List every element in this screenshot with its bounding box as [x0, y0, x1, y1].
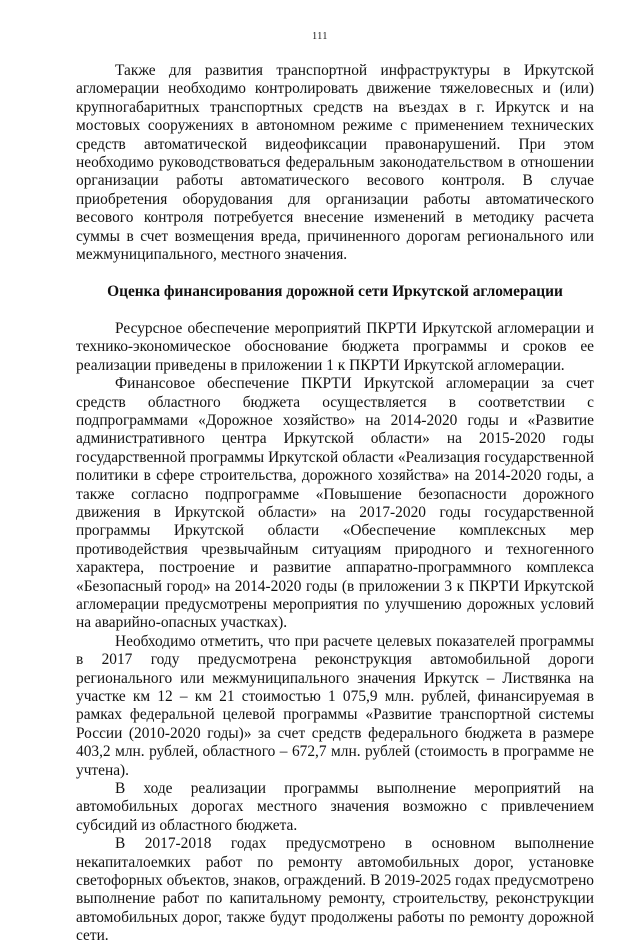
paragraph-reconstruction-note: Необходимо отметить, что при расчете целевых показателей программы в 2017 году предусмотрена реконструкция автомобильной дороги регионального или межмуниципального значения Иркутск – Листвянка на участке км 12 – км 21 стоимостью 1 075,9 млн. рублей, финансируемая в рамках федеральной целевой программы «Развитие транспортной системы России (2010-2020 годы)» за счет средств федерального бюджета в размере 403,2 млн. рублей, областного – 672,7 млн. рублей (стоимость в программе не учтена). [76, 632, 594, 779]
page-number: 111 [312, 31, 328, 42]
document-body [76, 62, 594, 946]
paragraph-automatic-weight-control: Также для развития транспортной инфраструктуры в Иркутской агломерации необходимо контролировать движение тяжеловесных и (или) крупногабаритных транспортных средств на въездах в г. Иркутск и на мостовых сооружениях в автономном режиме с применением технических средств автоматической видеофиксации правонарушений. При этом необходимо руководствоваться федеральным законодательством в отношении организации работы автоматического весового контроля. В случае приобретения оборудования для организации работы автоматического весового контроля потребуется внесение изменений в методику расчета суммы в счет возмещения вреда, причиненного дорогам регионального или межмуниципального, местного значения. [76, 62, 594, 264]
paragraph-local-roads-subsidies: В ходе реализации программы выполнение мероприятий на автомобильных дорогах местного значения возможно с привлечением субсидий из областного бюджета. [76, 780, 594, 834]
paragraph-works-schedule: В 2017-2018 годах предусмотрено в основном выполнение некапиталоемких работ по ремонту автомобильных дорог, установке светофорных объектов, знаков, ограждений. В 2019-2025 годах предусмотрено выполнение работ по капитальному ремонту, строительству, реконструкции автомобильных дорог, также будут продолжены работы по ремонту дорожной сети. [76, 835, 594, 945]
paragraph-resource-support: Ресурсное обеспечение мероприятий ПКРТИ Иркутской агломерации и технико-экономическое обоснование бюджета программы и сроков ее реализации приведены в приложении 1 к ПКРТИ Иркутской агломерации. [76, 319, 594, 374]
section-heading: Оценка финансирования дорожной сети Иркутской агломерации [107, 283, 563, 301]
paragraph-financial-support: Финансовое обеспечение ПКРТИ Иркутской агломерации за счет средств областного бюджета осуществляется в соответствии с подпрограммами «Дорожное хозяйство» на 2014-2020 годы и «Развитие административного центра Иркутской области» на 2015-2020 годы государственной программы Иркутской области «Реализация государственной политики в сфере строительства, дорожного хозяйства» на 2014-2020 годы, а также согласно подпрограмме «Повышение безопасности дорожного движения в Иркутской области» на 2017-2020 годы государственной программы Иркутской области «Обеспечение комплексных мер противодействия чрезвычайным ситуациям природного и техногенного характера, построение и развитие аппаратно-программного комплекса «Безопасный город» на 2014-2020 годы (в приложении 3 к ПКРТИ Иркутской агломерации предусмотрены мероприятия по улучшению дорожных условий на аварийно-опасных участках). [76, 375, 594, 632]
